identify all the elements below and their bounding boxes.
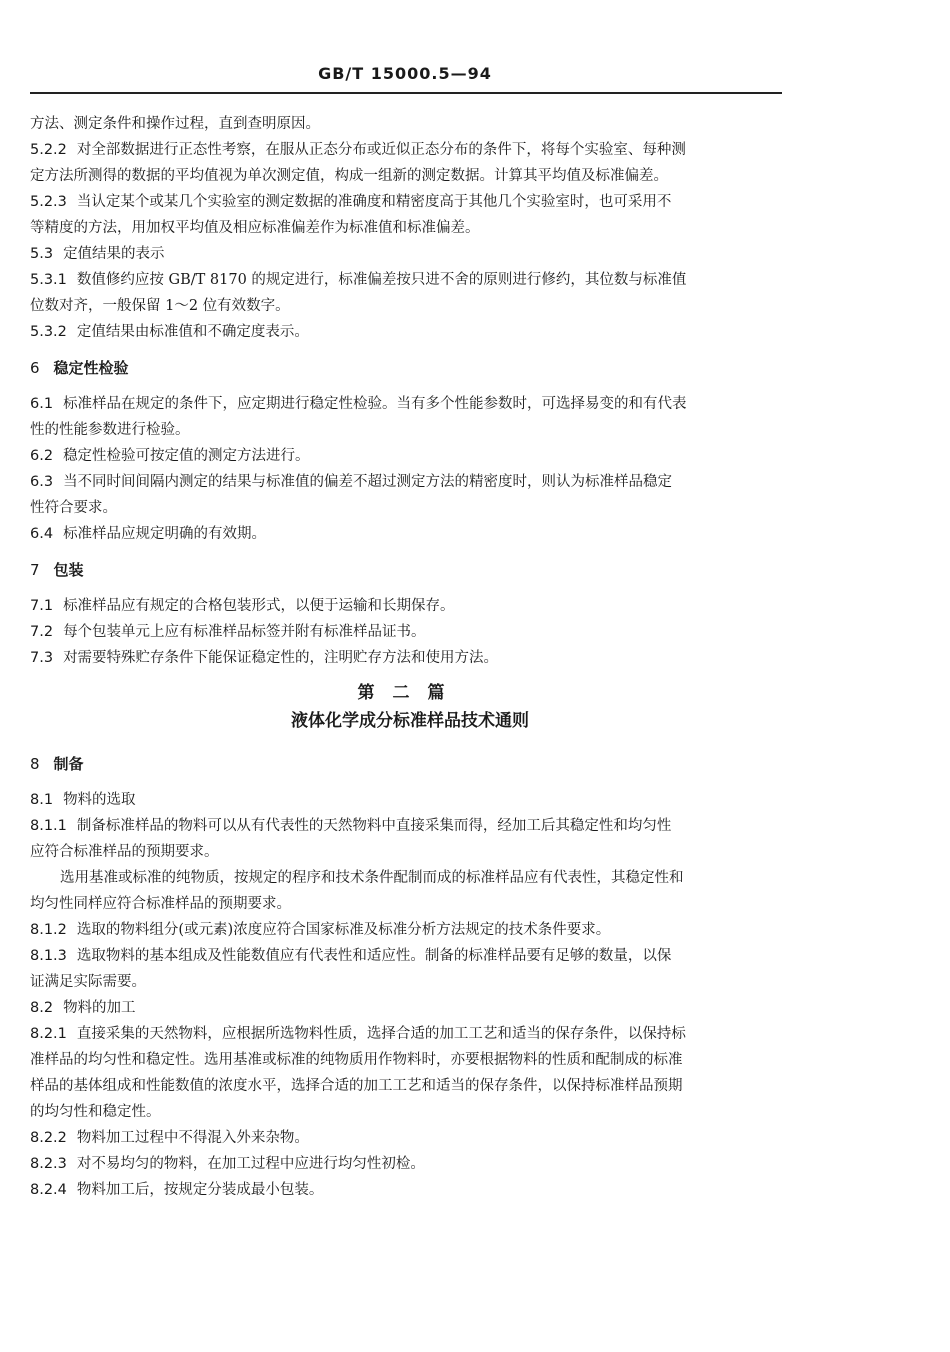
paragraph-line: 位数对齐，一般保留 1～2 位有效数字。	[30, 298, 290, 314]
section-heading-8: 8 制备	[30, 755, 84, 773]
clause-8-2-3: 8.2.3 对不易均匀的物料，在加工过程中应进行均匀性初检。	[30, 1156, 425, 1172]
paragraph-line: 定方法所测得的数据的平均值视为单次测定值，构成一组新的测定数据。计算其平均值及标准偏差。	[30, 168, 668, 184]
paragraph-line: 性的性能参数进行检验。	[30, 422, 190, 438]
clause-6-3: 6.3 当不同时间间隔内测定的结果与标准值的偏差不超过测定方法的精密度时，则认为标准样品稳定	[30, 474, 673, 490]
clause-7-3: 7.3 对需要特殊贮存条件下能保证稳定性的，注明贮存方法和使用方法。	[30, 650, 499, 666]
paragraph-line: 准样品的均匀性和稳定性。选用基准或标准的纯物质用作物料时，亦要根据物料的性质和配制成的标准	[30, 1052, 683, 1068]
clause-6-4: 6.4 标准样品应规定明确的有效期。	[30, 526, 267, 542]
clause-8-1: 8.1 物料的选取	[30, 792, 136, 808]
header-rule	[30, 92, 782, 94]
paragraph-line: 性符合要求。	[30, 500, 117, 516]
part-number: 第二篇	[357, 683, 463, 703]
clause-8-2-2: 8.2.2 物料加工过程中不得混入外来杂物。	[30, 1130, 309, 1146]
section-heading-7: 7 包装	[30, 561, 84, 579]
clause-5-2-3: 5.2.3 当认定某个或某几个实验室的测定数据的准确度和精密度高于其他几个实验室时，也可采用不	[30, 194, 672, 210]
clause-5-3: 5.3 定值结果的表示	[30, 246, 165, 262]
clause-8-2: 8.2 物料的加工	[30, 1000, 136, 1016]
paragraph-line: 选用基准或标准的纯物质，按规定的程序和技术条件配制而成的标准样品应有代表性，其稳定性和	[60, 870, 684, 886]
paragraph-line: 方法、测定条件和操作过程，直到查明原因。	[30, 116, 320, 132]
clause-6-2: 6.2 稳定性检验可按定值的测定方法进行。	[30, 448, 310, 464]
paragraph-line: 证满足实际需要。	[30, 974, 146, 990]
paragraph-line: 样品的基体组成和性能数值的浓度水平，选择合适的加工工艺和适当的保存条件，以保持标准样品预期	[30, 1078, 683, 1094]
clause-5-3-1: 5.3.1 数值修约应按 GB/T 8170 的规定进行，标准偏差按只进不舍的原则进行修约，其位数与标准值	[30, 272, 687, 288]
paragraph-line: 等精度的方法，用加权平均值及相应标准偏差作为标准值和标准偏差。	[30, 220, 480, 236]
clause-7-1: 7.1 标准样品应有规定的合格包装形式，以便于运输和长期保存。	[30, 598, 455, 614]
part-title: 液体化学成分标准样品技术通则	[291, 711, 529, 731]
clause-8-2-1: 8.2.1 直接采集的天然物料，应根据所选物料性质，选择合适的加工工艺和适当的保存条件，以保持标	[30, 1026, 686, 1042]
section-heading-6: 6 稳定性检验	[30, 359, 129, 377]
page-body	[30, 111, 790, 1203]
clause-7-2: 7.2 每个包装单元上应有标准样品标签并附有标准样品证书。	[30, 624, 426, 640]
clause-8-1-2: 8.1.2 选取的物料组分(或元素)浓度应符合国家标准及标准分析方法规定的技术条件要求。	[30, 922, 611, 938]
clause-8-2-4: 8.2.4 物料加工后，按规定分装成最小包装。	[30, 1182, 324, 1198]
paragraph-line: 均匀性同样应符合标准样品的预期要求。	[30, 896, 291, 912]
paragraph-line: 应符合标准样品的预期要求。	[30, 844, 219, 860]
standard-code-header: GB/T 15000.5—94	[318, 64, 492, 83]
clause-8-1-3: 8.1.3 选取物料的基本组成及性能数值应有代表性和适应性。制备的标准样品要有足够的数量，以保	[30, 948, 672, 964]
paragraph-line: 的均匀性和稳定性。	[30, 1104, 161, 1120]
clause-8-1-1: 8.1.1 制备标准样品的物料可以从有代表性的天然物料中直接采集而得，经加工后其稳定性和均匀性	[30, 818, 672, 834]
clause-5-2-2: 5.2.2 对全部数据进行正态性考察，在服从正态分布或近似正态分布的条件下，将每个实验室、每种测	[30, 142, 686, 158]
clause-6-1: 6.1 标准样品在规定的条件下，应定期进行稳定性检验。当有多个性能参数时，可选择易变的和有代表	[30, 396, 687, 412]
clause-5-3-2: 5.3.2 定值结果由标准值和不确定度表示。	[30, 324, 309, 340]
